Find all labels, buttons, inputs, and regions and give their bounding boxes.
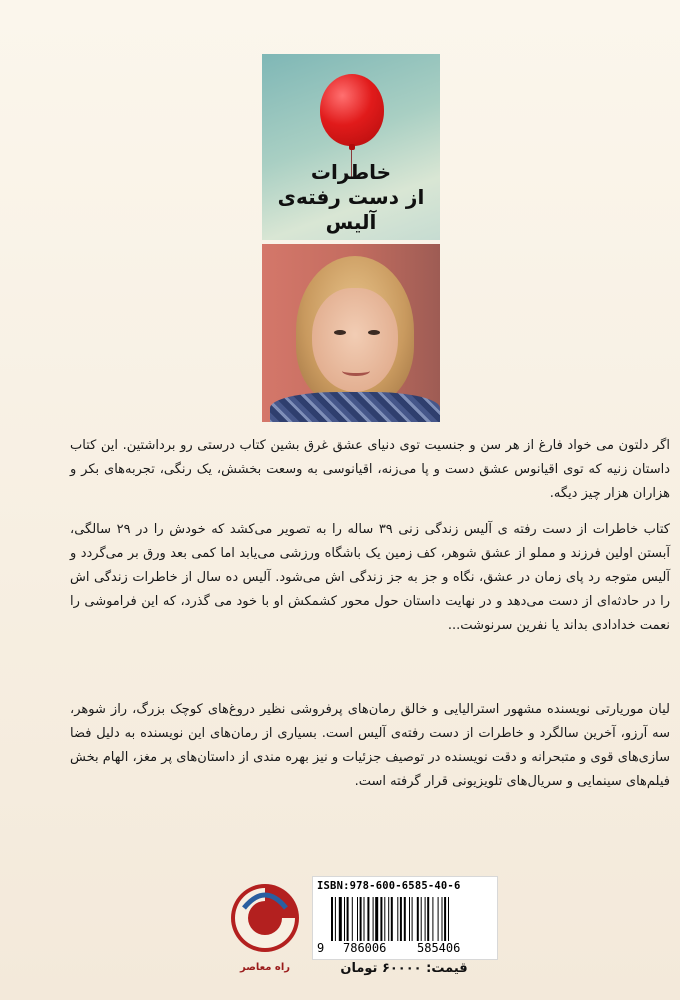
blurb-paragraph-1: اگر دلتون می خواد فارغ از هر سن و جنسیت توی دنیای عشق غرق بشین کتاب درستی رو برداشتین. این کتاب داستان زنیه که توی اقیانوس عشق دست و پا می‌زنه، اقیانوسی به وسعت بخشش، یک رنگی، تجربه‌های بکر و هزاران هزار چیز دیگه. bbox=[70, 438, 670, 501]
barcode-digits-right: 585406 bbox=[417, 941, 461, 955]
author-eye-left bbox=[334, 330, 346, 335]
cover-title-line2: از دست رفته‌ی bbox=[277, 185, 425, 209]
book-cover-thumbnail bbox=[262, 54, 440, 240]
barcode-digits-left: 786006 bbox=[343, 941, 387, 955]
isbn-barcode-box bbox=[312, 876, 498, 960]
author-photo bbox=[262, 244, 440, 422]
barcode bbox=[331, 897, 489, 941]
cover-title bbox=[262, 160, 440, 235]
publisher-logo bbox=[226, 878, 304, 960]
balloon-knot bbox=[349, 144, 355, 150]
author-shirt bbox=[270, 392, 440, 422]
price-label: قیمت: ۶۰۰۰۰ تومان bbox=[340, 961, 468, 976]
author-eye-right bbox=[368, 330, 380, 335]
cover-title-line1: خاطرات bbox=[310, 160, 392, 184]
blurb-paragraph-2: کتاب خاطرات از دست رفته ی آلیس زندگی زنی ۳۹ ساله را به تصویر می‌کشد که خودش را در ۲۹ سالگی، آبستن اولین فرزند و مملو از عشق شوهر، کف زمین یک باشگاه ورزشی می‌یابد اما کمی بعد ورق بر می‌گردد و آلیس متوجه رد پای زمان در عشق، نگاه و جز به جز زندگی اش می‌شود. آلیس ده سال از خاطرات زندگی اش را در حادثه‌ای از دست می‌دهد و در نهایت داستان حول محور کشمکش او با خود می گذرد، که این فراموشی را نعمت خدادادی بداند یا نفرین سرنوشت... bbox=[70, 522, 670, 633]
cover-title-line3: آلیس bbox=[325, 210, 377, 234]
barcode-lead-digit: 9 bbox=[317, 941, 325, 955]
author-smile bbox=[342, 366, 370, 376]
author-face bbox=[312, 288, 398, 392]
blurb-paragraph-3: لیان موریارتی نویسنده مشهور استرالیایی و خالق رمان‌های پرفروشی نظیر دروغ‌های کوچک بزرگ، راز شوهر، سه آرزو، آخرین سالگرد و خاطرات از دست رفته‌ی آلیس است. بسیاری از رمان‌های این نویسنده به دلیل فضا سازی‌های قوی و متبحرانه و دقت نویسنده در توصیف جزئیات و نیز بهره مندی از داستان‌های پر مغز، الهام بخش فیلم‌های سینمایی و سریال‌های تلویزیونی قرار گرفته است. bbox=[70, 702, 670, 789]
isbn-label: ISBN:978-600-6585-40-6 bbox=[317, 880, 461, 892]
red-balloon-illustration bbox=[320, 74, 384, 146]
publisher-name: راه معاصر bbox=[239, 962, 291, 973]
